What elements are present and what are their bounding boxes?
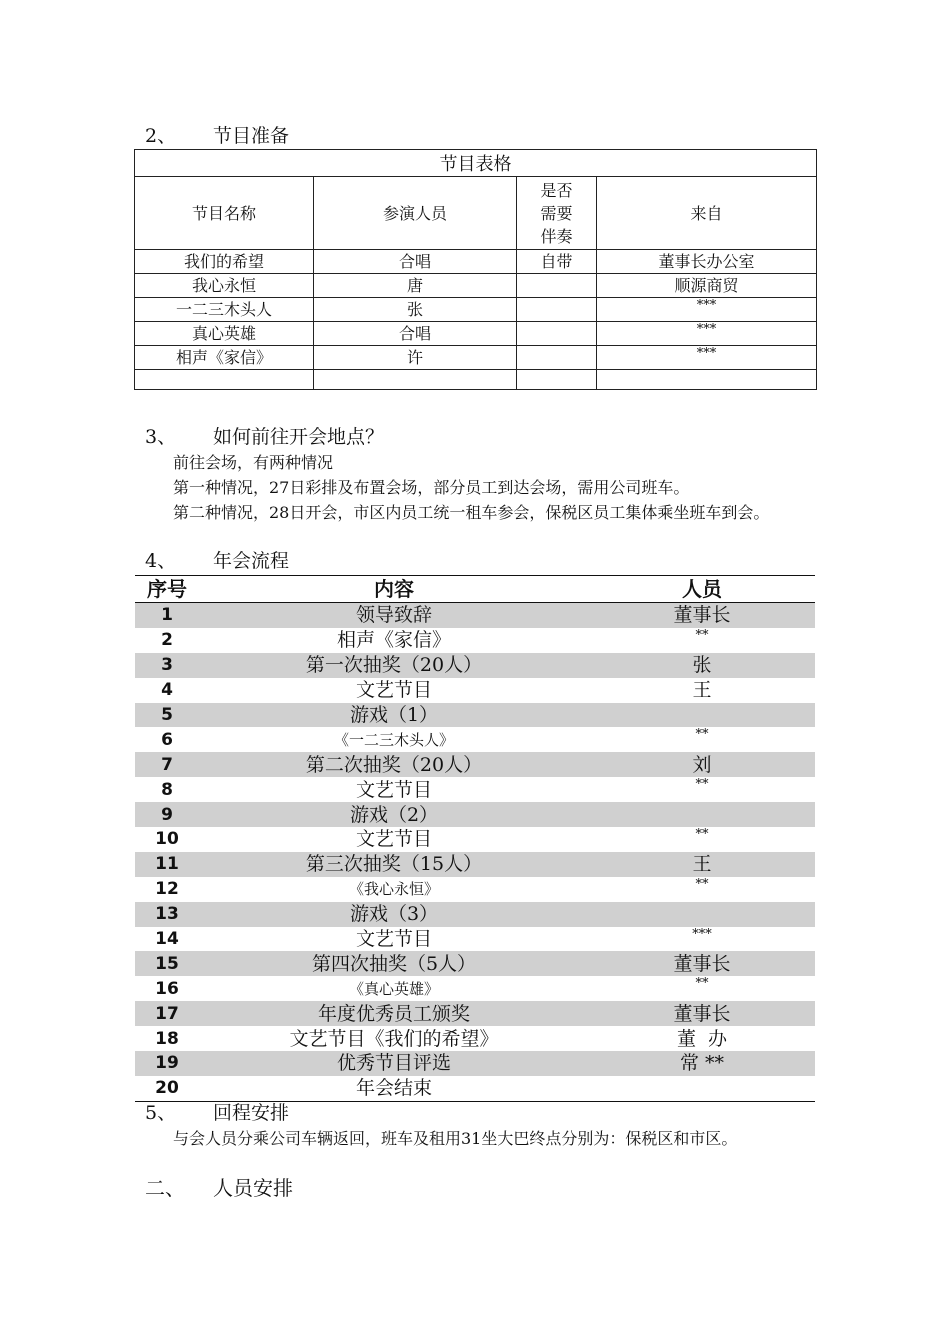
flow-cell-staff: 王	[589, 852, 815, 877]
section-heading-program-prep	[145, 124, 289, 148]
travel-paragraph-1: 前往会场，有两种情况	[173, 453, 334, 472]
flow-row	[135, 1076, 815, 1101]
program-header-from: 来自	[597, 177, 817, 250]
flow-row	[135, 951, 815, 976]
program-cell-performers: 许	[314, 346, 517, 370]
flow-header-staff: 人员	[589, 576, 815, 603]
flow-row	[135, 852, 815, 877]
section-heading-flow	[145, 549, 289, 573]
flow-cell-staff: **	[695, 827, 709, 843]
program-cell-performers: 合唱	[314, 322, 517, 346]
flow-cell-content: 游戏（1）	[199, 703, 589, 728]
flow-cell-seq: 20	[155, 1078, 179, 1099]
flow-header-seq: 序号	[135, 576, 199, 603]
program-row	[135, 274, 817, 298]
program-header-accompaniment	[517, 177, 597, 250]
flow-cell-seq: 8	[161, 779, 173, 800]
program-cell-from: ***	[597, 322, 817, 346]
flow-cell-seq: 4	[161, 680, 173, 701]
flow-cell-seq: 14	[155, 929, 179, 950]
section-number: 2、	[145, 125, 177, 147]
flow-cell-seq: 7	[135, 752, 199, 777]
section-title: 年会流程	[213, 550, 290, 572]
flow-cell-content: 文艺节目	[355, 679, 432, 702]
flow-cell-seq: 3	[135, 653, 199, 678]
flow-cell-seq: 18	[155, 1028, 179, 1049]
section-number: 5、	[145, 1102, 177, 1124]
flow-row	[135, 1026, 815, 1051]
section-title: 节目准备	[213, 125, 290, 147]
flow-cell-seq: 19	[135, 1051, 199, 1076]
program-cell-accompaniment	[517, 370, 597, 390]
program-row	[135, 322, 817, 346]
program-cell-from: 董事长办公室	[597, 250, 817, 274]
flow-row	[135, 727, 815, 752]
flow-cell-staff: **	[695, 727, 709, 743]
flow-cell-staff: **	[695, 976, 709, 992]
flow-cell-seq: 16	[155, 978, 179, 999]
flow-cell-staff: 张	[589, 653, 815, 678]
program-cell-name: 相声《家信》	[135, 346, 314, 370]
travel-paragraph-2: 第一种情况，27日彩排及布置会场，部分员工到达会场，需用公司班车。	[173, 478, 690, 497]
flow-cell-staff: 董事长	[589, 951, 815, 976]
flow-cell-content: 年度优秀员工颁奖	[199, 1001, 589, 1026]
program-table	[134, 149, 817, 390]
program-cell-name: 真心英雄	[135, 322, 314, 346]
chapter-heading-staffing	[145, 1176, 293, 1200]
flow-cell-staff: 董事长	[589, 1001, 815, 1026]
flow-cell-staff	[589, 802, 815, 827]
section-number: 3、	[145, 426, 177, 448]
flow-cell-staff	[589, 703, 815, 728]
section-heading-travel	[145, 425, 384, 449]
flow-row	[135, 653, 815, 678]
flow-row	[135, 678, 815, 703]
flow-cell-staff: 刘	[589, 752, 815, 777]
program-cell-accompaniment	[517, 298, 597, 322]
flow-cell-content: 年会结束	[355, 1077, 432, 1100]
flow-cell-content: 文艺节目《我们的希望》	[289, 1027, 499, 1050]
flow-row	[135, 877, 815, 902]
flow-cell-seq: 1	[135, 603, 199, 628]
flow-cell-seq: 6	[161, 729, 173, 750]
flow-row	[135, 777, 815, 802]
flow-cell-content: 第三次抽奖（15人）	[199, 852, 589, 877]
flow-cell-staff: 常 **	[589, 1051, 815, 1076]
section-heading-return	[145, 1101, 289, 1125]
flow-row	[135, 927, 815, 952]
program-cell-accompaniment: 自带	[517, 250, 597, 274]
flow-row	[135, 1051, 815, 1076]
flow-table	[135, 575, 815, 1102]
flow-cell-staff: **	[695, 777, 709, 793]
flow-header-content: 内容	[199, 576, 589, 603]
flow-cell-staff: **	[695, 876, 709, 892]
flow-row	[135, 802, 815, 827]
program-cell-name: 我心永恒	[135, 274, 314, 298]
flow-cell-content: 游戏（3）	[199, 902, 589, 927]
flow-cell-seq: 13	[135, 902, 199, 927]
program-table-title: 节目表格	[135, 150, 817, 177]
program-cell-accompaniment	[517, 274, 597, 298]
flow-cell-seq: 11	[135, 852, 199, 877]
flow-cell-content: 文艺节目	[355, 778, 432, 801]
flow-cell-seq: 5	[135, 703, 199, 728]
program-cell-from: ***	[597, 346, 817, 370]
flow-cell-content: 第四次抽奖（5人）	[199, 951, 589, 976]
flow-cell-staff: ***	[692, 926, 712, 942]
flow-row	[135, 603, 815, 628]
flow-cell-staff: 董事长	[589, 603, 815, 628]
flow-cell-content: 优秀节目评选	[199, 1051, 589, 1076]
section-number: 4、	[145, 550, 177, 572]
program-header-name: 节目名称	[135, 177, 314, 250]
flow-cell-staff	[589, 1076, 815, 1101]
return-paragraph: 与会人员分乘公司车辆返回，班车及租用31坐大巴终点分别为：保税区和市区。	[173, 1129, 738, 1148]
program-cell-performers: 唐	[314, 274, 517, 298]
program-row	[135, 298, 817, 322]
flow-cell-content: 游戏（2）	[199, 802, 589, 827]
flow-cell-content: 第一次抽奖（20人）	[199, 653, 589, 678]
flow-cell-seq: 10	[155, 829, 179, 850]
flow-cell-staff: **	[695, 627, 709, 643]
program-cell-from: ***	[597, 298, 817, 322]
flow-cell-staff	[589, 902, 815, 927]
program-cell-from: 顺源商贸	[597, 274, 817, 298]
flow-row	[135, 827, 815, 852]
flow-cell-content: 领导致辞	[199, 603, 589, 628]
section-title: 人员安排	[213, 1176, 293, 1200]
flow-cell-seq: 17	[135, 1001, 199, 1026]
program-cell-name: 我们的希望	[135, 250, 314, 274]
flow-row	[135, 1001, 815, 1026]
flow-row	[135, 703, 815, 728]
program-cell-performers: 张	[314, 298, 517, 322]
flow-cell-content: 《一二三木头人》	[333, 730, 454, 749]
flow-cell-staff: 王	[692, 679, 712, 702]
program-cell-accompaniment	[517, 346, 597, 370]
flow-cell-content: 文艺节目	[355, 928, 432, 951]
program-header-accompaniment-text: 是否需要伴奏	[540, 180, 573, 246]
flow-row	[135, 752, 815, 777]
flow-cell-content: 《真心英雄》	[348, 979, 439, 998]
program-row-empty	[135, 370, 817, 390]
program-row	[135, 346, 817, 370]
flow-cell-content: 相声《家信》	[336, 629, 451, 652]
section-title: 回程安排	[213, 1102, 290, 1124]
flow-row	[135, 976, 815, 1001]
program-cell-performers: 合唱	[314, 250, 517, 274]
program-cell-name	[135, 370, 314, 390]
flow-cell-content: 《我心永恒》	[348, 880, 439, 899]
flow-row	[135, 628, 815, 653]
program-header-performers: 参演人员	[314, 177, 517, 250]
program-cell-performers	[314, 370, 517, 390]
flow-cell-staff: 董 办	[676, 1027, 728, 1050]
flow-cell-seq: 15	[135, 951, 199, 976]
section-title: 如何前往开会地点？	[213, 426, 385, 448]
travel-paragraph-3: 第二种情况，28日开会，市区内员工统一租车参会，保税区员工集体乘坐班车到会。	[173, 503, 770, 522]
program-row	[135, 250, 817, 274]
flow-cell-content: 文艺节目	[355, 828, 432, 851]
program-cell-name: 一二三木头人	[135, 298, 314, 322]
flow-cell-content: 第二次抽奖（20人）	[199, 752, 589, 777]
flow-cell-seq: 2	[161, 630, 173, 651]
flow-cell-seq: 12	[155, 879, 179, 900]
program-cell-accompaniment	[517, 322, 597, 346]
section-number: 二、	[145, 1176, 185, 1200]
program-cell-from	[597, 370, 817, 390]
flow-cell-seq: 9	[135, 802, 199, 827]
flow-row	[135, 902, 815, 927]
